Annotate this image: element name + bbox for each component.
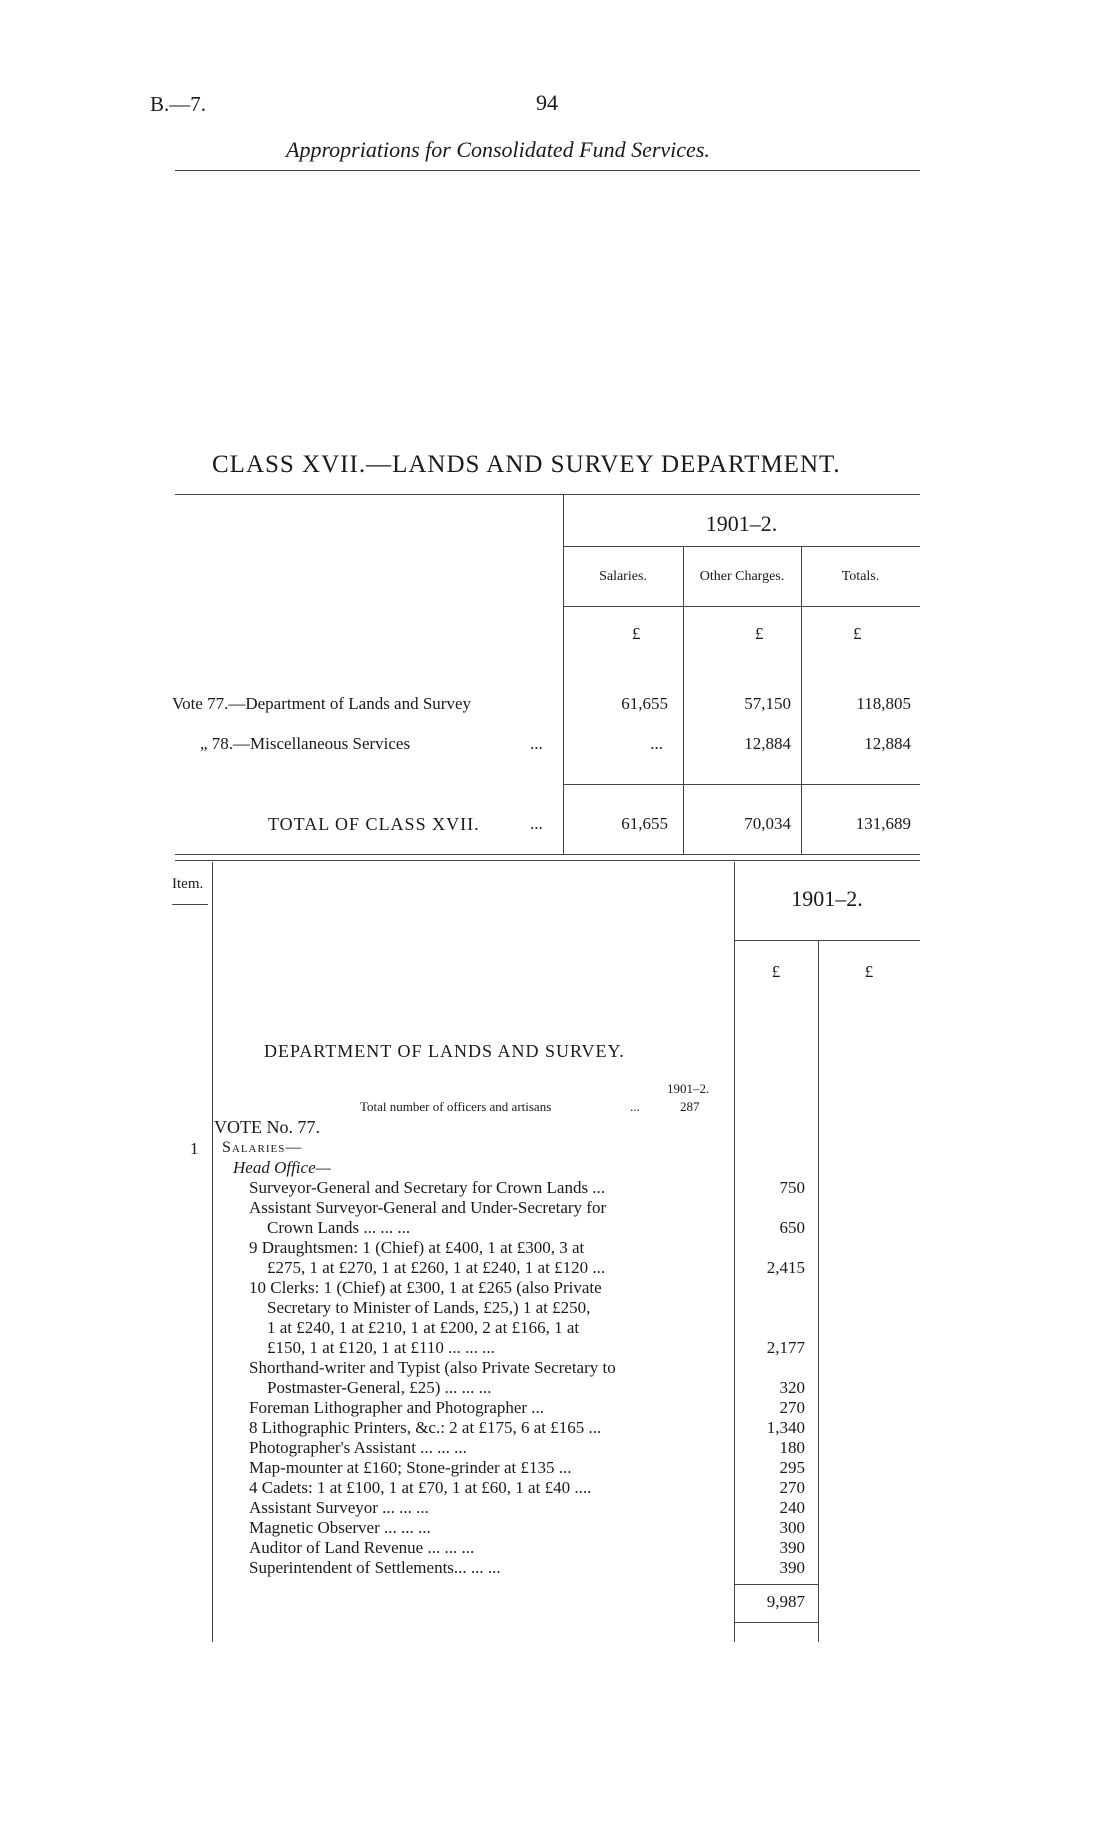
- head-office-heading: Head Office—: [233, 1158, 331, 1177]
- header-rule: [175, 170, 920, 171]
- detail-year-rule: [734, 940, 920, 941]
- salary-amount: [725, 1278, 805, 1298]
- salary-line: Assistant Surveyor ... ... ...: [249, 1498, 429, 1517]
- document-reference: B.—7.: [150, 92, 207, 116]
- summary-subtotal-rule: [563, 784, 920, 785]
- salary-amount: 650: [779, 1218, 805, 1237]
- officers-dots: ...: [630, 1099, 640, 1114]
- salary-amount: [725, 1318, 805, 1338]
- salary-amount: 270: [779, 1478, 805, 1497]
- column-header-totals: Totals.: [841, 569, 880, 584]
- salary-line: Foreman Lithographer and Photographer ...: [249, 1398, 545, 1417]
- total-row-total: 131,689: [855, 814, 911, 833]
- salary-amount: 1,340: [766, 1418, 805, 1437]
- salary-line: Auditor of Land Revenue ... ... ...: [249, 1538, 475, 1557]
- detail-currency-1: £: [771, 962, 781, 981]
- summary-row-other: 57,150: [744, 694, 791, 713]
- subtotal-bottom-rule: [734, 1622, 818, 1623]
- salary-line: Shorthand-writer and Typist (also Private Secretary to: [249, 1358, 616, 1377]
- summary-row-dots: ...: [530, 734, 543, 753]
- salary-amount: 320: [779, 1378, 805, 1397]
- salary-amount: [725, 1358, 805, 1378]
- page-number: 94: [536, 90, 558, 115]
- salary-line: Photographer's Assistant ... ... ...: [249, 1438, 467, 1457]
- item-column-header: Item.: [172, 876, 204, 892]
- class-title: CLASS XVII.—LANDS AND SURVEY DEPARTMENT.: [212, 451, 841, 478]
- total-row-label: TOTAL OF CLASS XVII.: [268, 814, 480, 834]
- officers-year: 1901–2.: [667, 1081, 710, 1096]
- total-row-salaries: 61,655: [621, 814, 668, 833]
- column-header-other-charges: Other Charges.: [699, 569, 785, 584]
- detail-year: 1901–2.: [791, 886, 863, 911]
- salary-line: 8 Lithographic Printers, &c.: 2 at £175, 6 at £165 ...: [249, 1418, 602, 1437]
- salary-line: 9 Draughtsmen: 1 (Chief) at £400, 1 at £300, 3 at: [249, 1238, 585, 1257]
- salary-line: 10 Clerks: 1 (Chief) at £300, 1 at £265 (also Private: [249, 1278, 602, 1297]
- officers-label: Total number of officers and artisans: [360, 1099, 552, 1114]
- salary-line: Surveyor-General and Secretary for Crown Lands ...: [249, 1178, 606, 1197]
- item-column-divider: [212, 862, 213, 1642]
- subtotal-rule: [734, 1584, 818, 1585]
- item-header-rule: [172, 904, 208, 905]
- officers-count: 287: [680, 1099, 700, 1114]
- salary-amount: 2,177: [766, 1338, 805, 1357]
- summary-row-label: „ 78.—Miscellaneous Services: [200, 734, 411, 753]
- salary-amount: 240: [779, 1498, 805, 1517]
- salary-amount: 390: [779, 1538, 805, 1557]
- currency-other: £: [755, 624, 764, 643]
- salary-amount: 270: [779, 1398, 805, 1417]
- salary-line: Superintendent of Settlements... ... ...: [249, 1558, 501, 1577]
- salary-line: Crown Lands ... ... ...: [267, 1218, 411, 1237]
- salaries-heading: Salaries—: [222, 1139, 303, 1156]
- summary-bottom-rule-2: [175, 860, 920, 861]
- salary-amounts: [725, 1178, 805, 1578]
- column-header-salaries: Salaries.: [599, 569, 647, 584]
- salary-amount: [725, 1238, 805, 1258]
- currency-totals: £: [853, 624, 862, 643]
- salary-lines: [249, 1178, 616, 1578]
- vote-heading: VOTE No. 77.: [214, 1117, 320, 1137]
- summary-header-rule: [563, 606, 920, 607]
- class-title-rule: [175, 494, 920, 495]
- department-title: DEPARTMENT OF LANDS AND SURVEY.: [264, 1041, 625, 1061]
- vote-subtotal: 9,987: [766, 1592, 805, 1611]
- summary-row-total: 118,805: [856, 694, 911, 713]
- salary-amount: 390: [779, 1558, 805, 1577]
- salary-line: £275, 1 at £270, 1 at £260, 1 at £240, 1 at £120 ...: [267, 1258, 606, 1277]
- amount-column-divider-2: [818, 940, 819, 1642]
- total-row-dots: ...: [530, 814, 543, 833]
- summary-row-other: 12,884: [744, 734, 791, 753]
- summary-row-salaries: 61,655: [621, 694, 668, 713]
- salary-amount: [725, 1298, 805, 1318]
- salary-line: 4 Cadets: 1 at £100, 1 at £70, 1 at £60, 1 at £40 ....: [249, 1478, 592, 1497]
- detail-currency-2: £: [864, 962, 874, 981]
- summary-year: 1901–2.: [705, 511, 778, 536]
- salary-line: Assistant Surveyor-General and Under-Secretary for: [249, 1198, 607, 1217]
- salary-line: Magnetic Observer ... ... ...: [249, 1518, 431, 1537]
- salary-amount: 180: [779, 1438, 805, 1457]
- summary-divider: [563, 494, 564, 854]
- salary-line: Secretary to Minister of Lands, £25,) 1 at £250,: [267, 1298, 591, 1317]
- salary-line: 1 at £240, 1 at £210, 1 at £200, 2 at £166, 1 at: [267, 1318, 580, 1337]
- salary-line: £150, 1 at £120, 1 at £110 ... ... ...: [267, 1338, 495, 1357]
- total-row-other: 70,034: [744, 814, 791, 833]
- running-title: Appropriations for Consolidated Fund Services.: [286, 137, 710, 162]
- summary-row-total: 12,884: [864, 734, 911, 753]
- salary-amount: 295: [779, 1458, 805, 1477]
- summary-year-rule: [563, 546, 920, 547]
- summary-row-label: Vote 77.—Department of Lands and Survey: [172, 694, 472, 713]
- salary-line: Map-mounter at £160; Stone-grinder at £135 ...: [249, 1458, 572, 1477]
- salary-line: Postmaster-General, £25) ... ... ...: [267, 1378, 492, 1397]
- salary-amount: 300: [779, 1518, 805, 1537]
- item-number: 1: [190, 1139, 199, 1158]
- summary-bottom-rule-1: [175, 854, 920, 855]
- currency-salaries: £: [632, 624, 641, 643]
- summary-row-salaries: ...: [650, 734, 663, 753]
- salary-amount: [725, 1198, 805, 1218]
- salary-amount: 2,415: [766, 1258, 805, 1277]
- salary-amount: 750: [779, 1178, 805, 1197]
